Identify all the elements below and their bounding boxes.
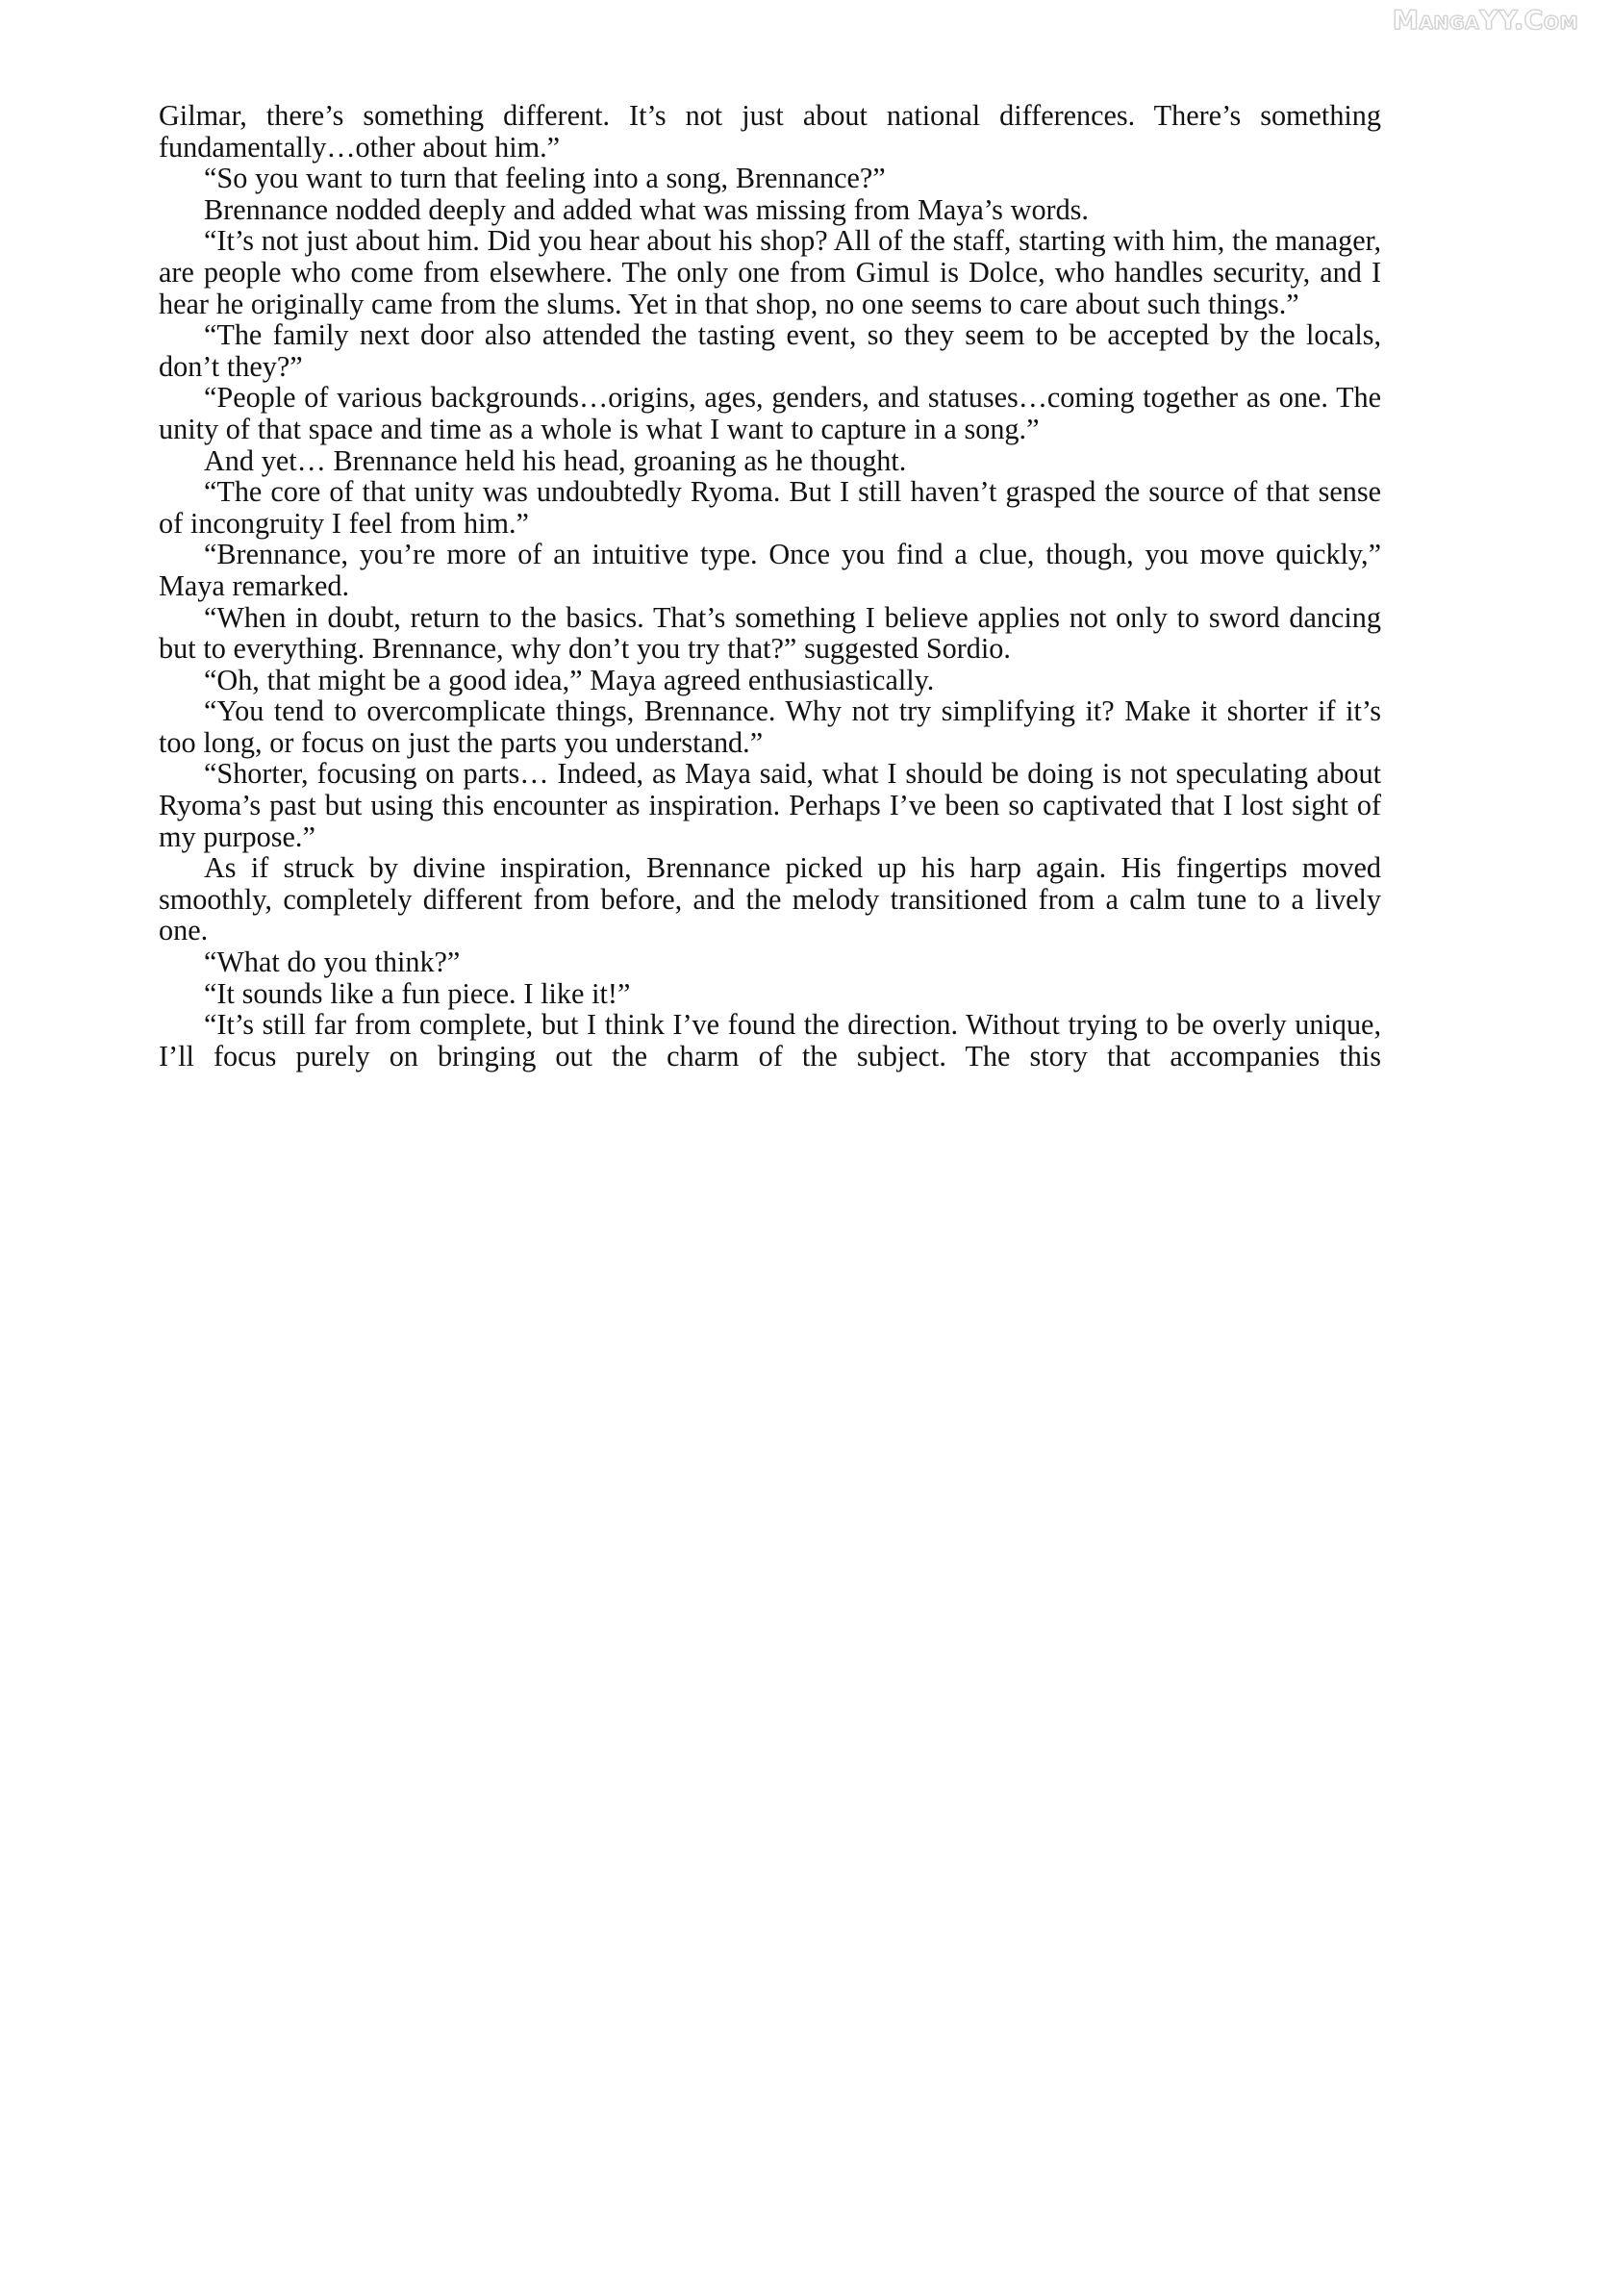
paragraph: “Oh, that might be a good idea,” Maya agreed enthusiastically. bbox=[204, 663, 935, 696]
paragraph: “So you want to turn that feeling into a song, Brennance?” bbox=[204, 162, 886, 195]
paragraph: “Shorter, focusing on parts… Indeed, as Maya said, what I should be doing is not speculating about Ryoma’s past but using this encounter as inspiration. Perhaps I’ve been so captivated that I lost sight of my purpose.” bbox=[159, 757, 1381, 853]
paragraph: Gilmar, there’s something different. It’s not just about national differences. There’s something fundamentally…other about him.” bbox=[159, 100, 1381, 164]
paragraph: “The core of that unity was undoubtedly Ryoma. But I still haven’t grasped the source of that sense of incongruity I feel from him.” bbox=[159, 475, 1381, 540]
paragraph: “The family next door also attended the tasting event, so they seem to be accepted by the locals, don’t they?” bbox=[159, 318, 1381, 383]
paragraph: “People of various backgrounds…origins, ages, genders, and statuses…coming together as one. The unity of that space and time as a whole is what I want to capture in a song.” bbox=[159, 381, 1381, 445]
paragraph: “It’s not just about him. Did you hear about his shop? All of the staff, starting with him, the manager, are people who come from elsewhere. The only one from Gimul is Dolce, who handles security, and I hear he originally came from the slums. Yet in that shop, no one seems to care about such things.” bbox=[159, 224, 1381, 320]
paragraph: “It sounds like a fun piece. I like it!” bbox=[204, 976, 631, 1010]
paragraph: “When in doubt, return to the basics. That’s something I believe applies not only to sword dancing but to everything. Brennance, why don’t you try that?” suggested Sordio. bbox=[159, 600, 1381, 666]
paragraph: Brennance nodded deeply and added what was missing from Maya’s words. bbox=[204, 192, 1089, 226]
paragraph: “What do you think?” bbox=[204, 946, 461, 979]
paragraph: And yet… Brennance held his head, groaning as he thought. bbox=[204, 443, 907, 477]
paragraph: As if struck by divine inspiration, Brennance picked up his harp again. His fingertips moved smoothly, completely different from before, and the melody transitioned from a calm tune to a lively one. bbox=[159, 851, 1381, 947]
paragraph: “Brennance, you’re more of an intuitive type. Once you find a clue, though, you move quickly,” Maya remarked. bbox=[159, 538, 1381, 602]
paragraph: “It’s still far from complete, but I think I’ve found the direction. Without trying to be overly unique, I’ll focus purely on bringing out the charm of the subject. The story that accompanies this bbox=[159, 1008, 1381, 1072]
body-text bbox=[159, 100, 1381, 1103]
paragraph: “You tend to overcomplicate things, Brennance. Why not try simplifying it? Make it shorter if it’s too long, or focus on just the parts you understand.” bbox=[159, 694, 1381, 759]
page-text-block bbox=[159, 100, 1381, 2149]
site-watermark: MangaYY.Com bbox=[1392, 6, 1578, 36]
